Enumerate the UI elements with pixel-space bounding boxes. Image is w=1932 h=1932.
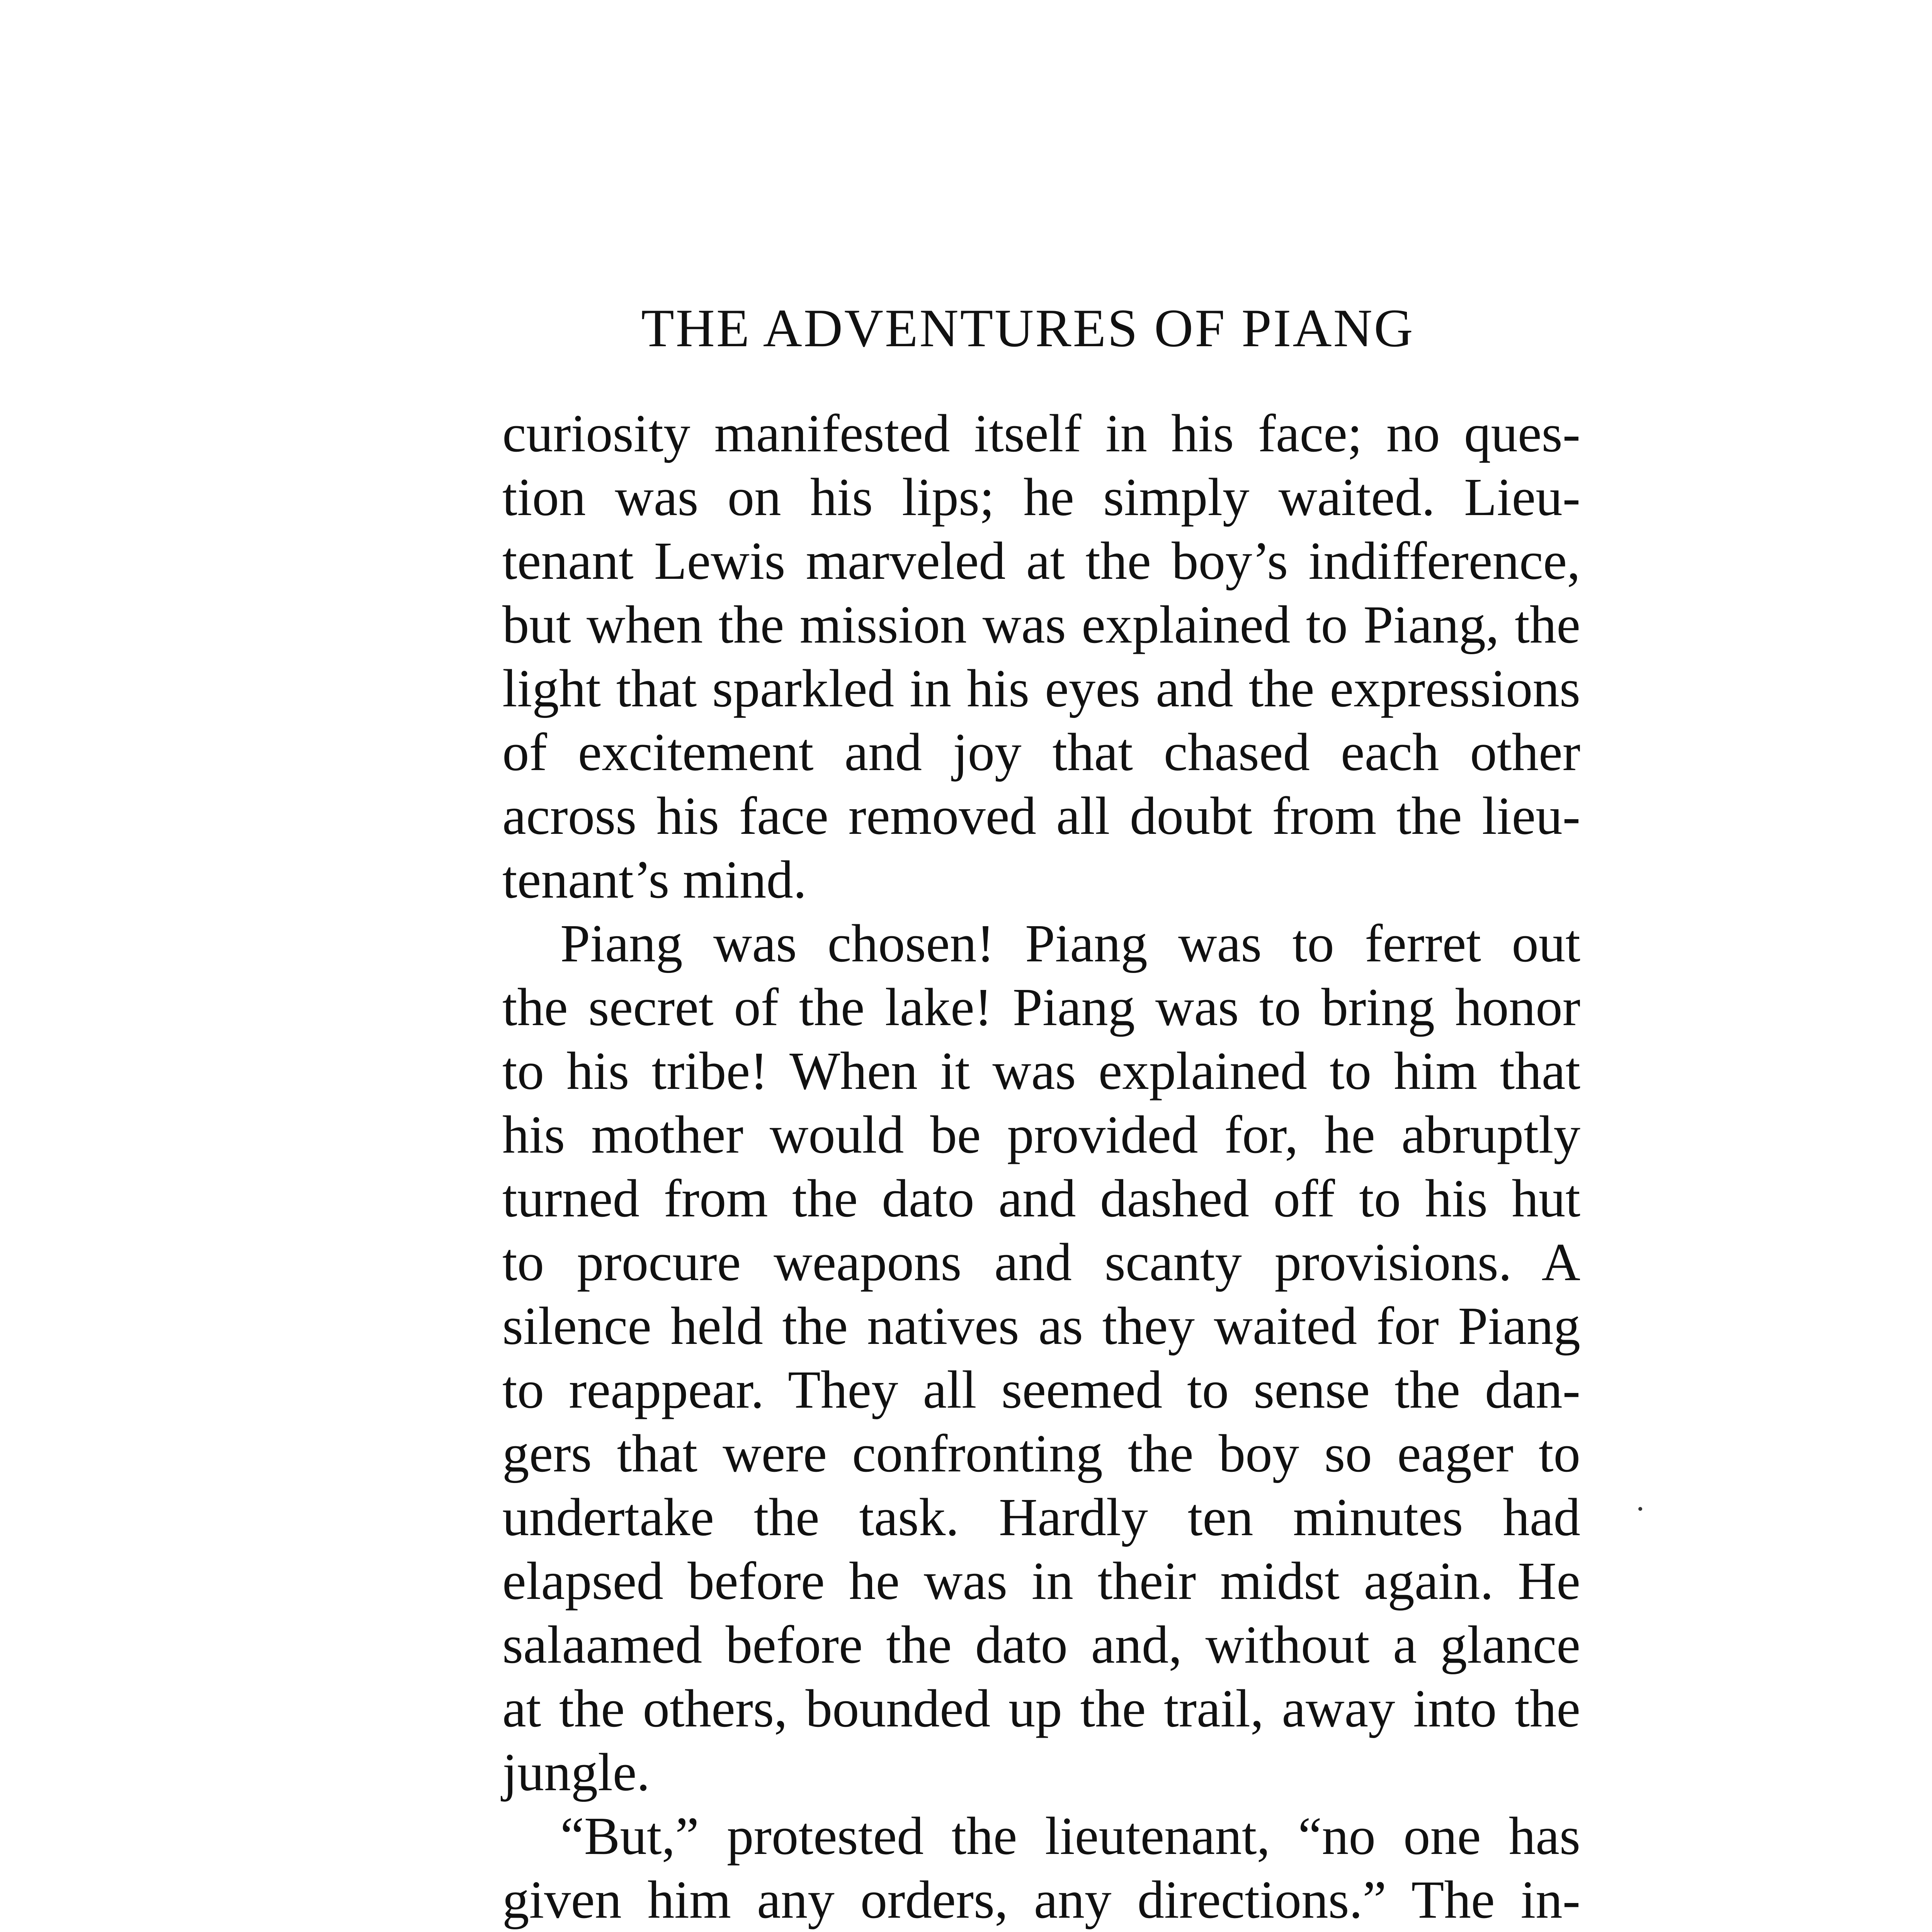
- text-line: to procure weapons and scanty provisions. A: [502, 1233, 1580, 1292]
- text-line: tenant Lewis marveled at the boy’s indifference,: [502, 531, 1580, 591]
- scan-speck: [1638, 1507, 1642, 1511]
- text-line: at the others, bounded up the trail, away into the: [502, 1679, 1580, 1738]
- text-line: but when the mission was explained to Piang, the: [502, 595, 1580, 655]
- text-line: silence held the natives as they waited for Piang: [502, 1296, 1580, 1356]
- text-line: light that sparkled in his eyes and the expressions: [502, 659, 1580, 718]
- text-line: tenant’s mind.: [502, 850, 807, 910]
- text-line: curiosity manifested itself in his face; no ques-: [502, 404, 1580, 463]
- running-head: THE ADVENTURES OF PIANG: [641, 298, 1415, 358]
- text-line: Piang was chosen! Piang was to ferret out: [560, 914, 1580, 973]
- text-line: tion was on his lips; he simply waited. Lieu-: [502, 468, 1580, 527]
- text-line: salaamed before the dato and, without a glance: [502, 1615, 1580, 1675]
- text-line: given him any orders, any directions.” The in-: [502, 1870, 1580, 1930]
- text-line: turned from the dato and dashed off to his hut: [502, 1169, 1580, 1228]
- text-line: “But,” protested the lieutenant, “no one has: [560, 1806, 1580, 1866]
- text-line: jungle.: [502, 1743, 650, 1802]
- body-text: [502, 402, 1580, 1932]
- text-line: gers that were confronting the boy so eager to: [502, 1424, 1580, 1483]
- text-line: across his face removed all doubt from the lieu-: [502, 786, 1580, 846]
- text-line: of excitement and joy that chased each other: [502, 723, 1580, 782]
- text-line: elapsed before he was in their midst again. He: [502, 1551, 1580, 1611]
- text-line: the secret of the lake! Piang was to bring honor: [502, 978, 1580, 1037]
- text-line: his mother would be provided for, he abruptly: [502, 1105, 1580, 1165]
- text-line: undertake the task. Hardly ten minutes had: [502, 1488, 1580, 1547]
- text-line: to his tribe! When it was explained to him that: [502, 1041, 1580, 1101]
- text-line: to reappear. They all seemed to sense the dan-: [502, 1360, 1580, 1420]
